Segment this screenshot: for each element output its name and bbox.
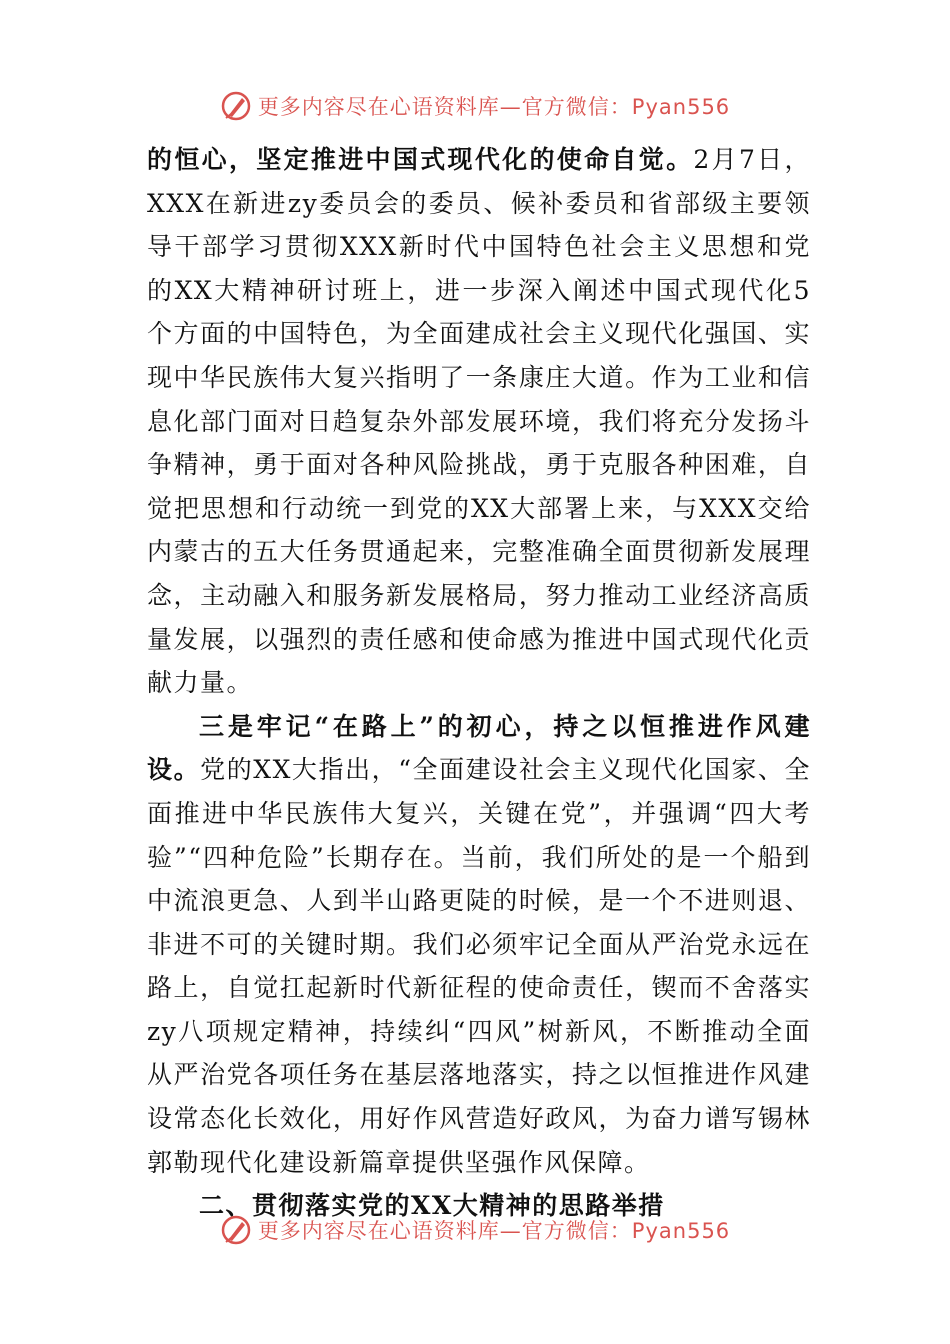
paragraph-1-bold-lead: 的恒心，坚定推进中国式现代化的使命自觉。 [147, 145, 694, 174]
paragraph-2-bold-lead: 三是牢记“在路上”的初心，持之以恒推进作风建设。 [147, 711, 811, 785]
quill-logo-icon [220, 90, 252, 122]
paragraph-2 [147, 705, 811, 1185]
paragraph-1 [147, 138, 811, 705]
footer-watermark-banner [0, 1208, 950, 1252]
section-heading: 二、贯彻落实党的XX大精神的思路举措 [199, 1191, 665, 1221]
watermark-text: 更多内容尽在心语资料库—官方微信：Pyan556 [257, 1219, 731, 1243]
document-body [147, 138, 811, 1228]
watermark-text: 更多内容尽在心语资料库—官方微信：Pyan556 [257, 95, 731, 119]
header-watermark-banner [0, 84, 950, 128]
quill-logo-icon [220, 1214, 252, 1246]
paragraph-1-text: 2月7日，XXX在新进zy委员会的委员、候补委员和省部级主要领导干部学习贯彻XXX新时代中国特色社会主义思想和党的XX大精神研讨班上，进一步深入阐述中国式现代化5个方面的中国特色，为全面建成社会主义现代化强国、实现中华民族伟大复兴指明了一条康庄大道。作为工业和信息化部门面对日趋复杂外部发展环境，我们将充分发扬斗争精神，勇于面对各种风险挑战，勇于克服各种困难，自觉把思想和行动统一到党的XX大部署上来，与XXX交给内蒙古的五大任务贯通起来，完整准确全面贯彻新发展理念，主动融入和服务新发展格局，努力推动工业经济高质量发展，以强烈的责任感和使命感为推进中国式现代化贡献力量。 [147, 145, 811, 698]
paragraph-2-text: 党的XX大指出，“全面建设社会主义现代化国家、全面推进中华民族伟大复兴，关键在党”，并强调“四大考验”“四种危险”长期存在。当前，我们所处的是一个船到中流浪更急、人到半山路更陡的时候，是一个不进则退、非进不可的关键时期。我们必须牢记全面从严治党永远在路上，自觉扛起新时代新征程的使命责任，锲而不舍落实zy八项规定精神，持续纠“四风”树新风，不断推动全面从严治党各项任务在基层落地落实，持之以恒推进作风建设常态化长效化，用好作风营造好政风，为奋力谱写锡林郭勒现代化建设新篇章提供坚强作风保障。 [147, 755, 811, 1177]
